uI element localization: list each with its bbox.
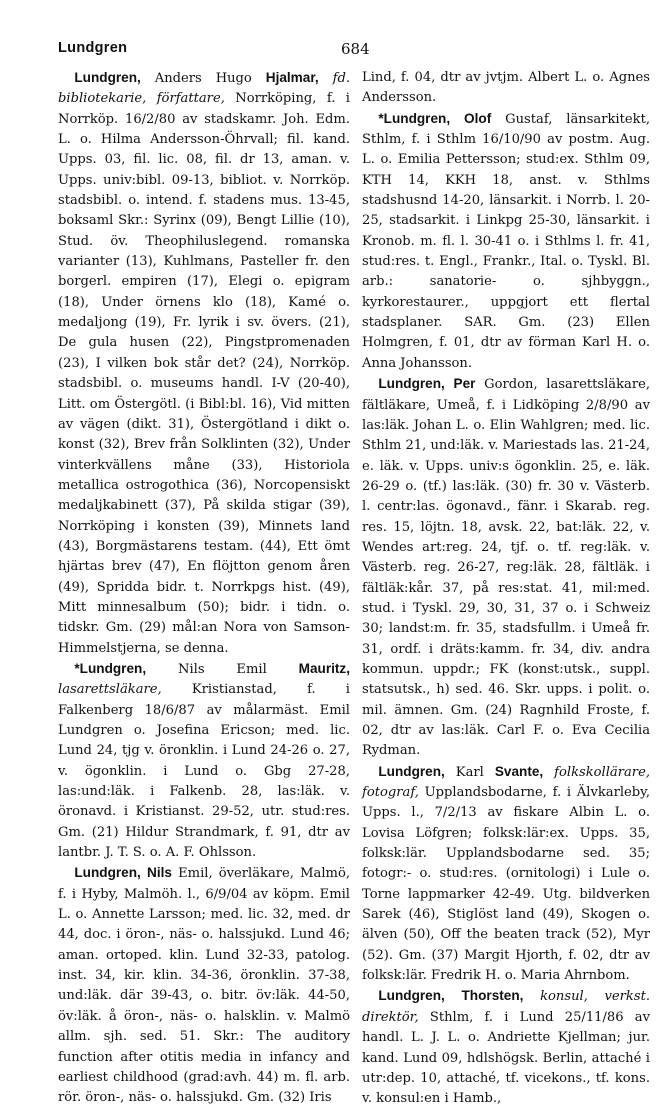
entry-forenames: [445, 377, 454, 392]
entry: [362, 986, 650, 1109]
entry: [362, 374, 650, 762]
entry-body: Gordon, lasarettsläkare, fältläkare, Umeå, f. i Lidköping 2/8/90 av las:läk. Johan L. o. Elin Wahlgren; med. lic. Sthlm 21, und:läk. v. Mariestads las. 21-24, e. läk. v. Upps. univ:s ögonklin. 25, e. läk. 26-29 o. (tf.) las:läk. (30) fr. 30 v. Västerb. l. centr:las. ögonavd., fänr. i Skarab. reg. res. 15, löjtn. 18, avsk. 22, bat:läk. 22, v. Wendes art:reg. 24, tjf. o. tf. reg:läk. v. Västerb. reg. 26-27, reg:läk. 28, fältläk. i fältläk:kår. 37, på res:stat. 41, mil:med. stud. i Tyskl. 29, 30, 31, 37 o. i Schweiz 30; landst:m. fr. 35, stadsfullm. i Umeå fr. 31, ordf. i dräts:kamm. fr. 34, div. andra kommun. uppdr.; FK (konst:utsk., suppl. statsutsk., h) sed. 46. Skr. upps. i polit. o. mil. ämnen. Gm. (24) Ragnhild Froste, f. 02, dtr av las:läk. Carl F. o. Eva Cecilia Rydman.: [362, 377, 650, 759]
entry-given-name: Olof: [464, 110, 492, 126]
entry-given-name: Per: [453, 376, 476, 392]
entry-surname: Lundgren,: [378, 376, 445, 392]
entry-forenames: Karl: [444, 764, 495, 780]
entry-body: Norrköping, f. i Norrköp. 16/2/80 av stadskamr. Joh. Edm. L. o. Hilma Andersson-Öhrvall; fil. kand. Upps. 03, fil. lic. 08, fil. dr 13, aman. v. Upps. univ:bibl. 09-13, bibliot. v. Norrköp. stadsbibl. o. intend. f. stadens mus. 13-45, boksaml Skr.: Syrinx (09), Bengt Lillie (10), Stud. öv. Theophiluslegend. romanska varianter (13), Kuhlmans, Pasteller fr. den borgerl. empiren (17), Elegi o. epigram (18), Under örnens klo (18), Kamé o. medaljong (19), Fr. lyrik i sv. övers. (21), De gula husen (22), Pingstpromenaden (23), I vilken bok står det? (24), Norrköp. stadsbibl. o. museums handl. I-V (20-40), Litt. om Östergötl. (i Bibl:bl. 16), Vid mitten av vägen (dikt. 31), Östergötland i dikt o. konst (32), Brev från Solklinten (32), Under vinterkvällens måne (33), Historiola metallica ostrogothica (36), Norcopensiskt medaljkabinett (37), På skilda stigar (39), Norrköping i konsten (39), Minnets land (43), Borgmästarens testam. (44), Ett ömt hjärtas brev (47), En flöjtton genom åren (49), Spridda bidr. t. Norrkpgs hist. (49), Mitt minnesalbum (50); bidr. i tidn. o. tidskr. Gm. (29) mål:an Nora von Samson-Himmelstjerna, se denna.: [58, 91, 350, 656]
entry-given-name: Nils: [147, 865, 172, 881]
page-number: 684: [341, 40, 370, 58]
entry-given-name: Thorsten,: [461, 988, 524, 1004]
left-column: [58, 68, 350, 1109]
running-headword: Lundgren: [58, 40, 128, 56]
entry: [58, 68, 350, 659]
entry-forenames: Anders Hugo: [140, 71, 266, 86]
entry-occupation: fd. bibliotekarie, författare,: [58, 71, 350, 107]
entry-occupation: folkskollärare, fotograf,: [362, 764, 650, 801]
entry-occupation: lasarettsläkare,: [58, 682, 162, 698]
entry: [362, 762, 650, 987]
entry-continuation: [362, 68, 650, 109]
page-header: [58, 40, 648, 62]
entry-body: Emil, överläkare, Malmö, f. i Hyby, Malmöh. l., 6/9/04 av köpm. Emil L. o. Annette Larsson; med. lic. 32, med. dr 44, doc. i öron-, näs- o. halssjukd. Lund 46; aman. ortoped. klin. Lund 32-33, patolog. inst. 34, kir. klin. 34-36, öronklin. 37-38, und:läk. där 39-43, o. bitr. öv:läk. 44-50, öv:läk. å öron-, näs- o. halsklin. v. Malmö allm. sjh. sed. 51. Skr.: The auditory function after otitis media in infancy and earliest childhood (grad:avh. 44) m. fl. arb. rör. öron-, näs- o. halssjukd. Gm. (32) Iris: [58, 866, 350, 1106]
right-column: [362, 68, 650, 1110]
entry-surname: Lundgren,: [74, 865, 141, 881]
entry-body: Lind, f. 04, dtr av jvtjm. Albert L. o. Agnes Andersson.: [362, 70, 650, 106]
entry: [58, 863, 350, 1108]
entry-surname: Lundgren,: [378, 763, 445, 779]
entry-forenames: Nils Emil: [146, 661, 299, 677]
entry-given-name: Mauritz,: [298, 660, 350, 676]
entry-surname: *Lundgren,: [378, 110, 451, 126]
entry-forenames: [445, 989, 462, 1004]
entry-body: Kristianstad, f. i Falkenberg 18/6/87 av målarmäst. Emil Lundgren o. Josefina Ericson; med. lic. Lund 24, tjg v. öronklin. i Lund 24-26 o. 27, v. ögonklin. i Lund o. Gbg 27-28, las:und:läk. i Falkenb. 28, las:läk. v. öronavd. i Kristianst. 29-52, utr. stud:res. Gm. (21) Hildur Strandmark, f. 91, dtr av lantbr. J. T. S. o. A. F. Ohlsson.: [58, 682, 350, 861]
entry-surname: *Lundgren,: [74, 660, 147, 676]
entry-occupation: konsul, verkst. direktör,: [362, 989, 651, 1025]
entry-surname: Lundgren,: [378, 988, 445, 1004]
entry-body: Upplandsbodarne, f. i Älvkarleby, Upps. l., 7/2/13 av fiskare Albin L. o. Lovisa Löfgren; folksk:lär:ex. Upps. 35, folksk:lär. Upplandsbodarne sed. 35; fotogr:- o. stud:res. (ornitologi) i Lule o. Torne lappmarker 42-49. Utg. bildverken Sarek (46), Stiglöst land (49), Skogen o. älven (50), Off the beaten track (52), Myr (52). Gm. (37) Margit Hjorth, f. 02, dtr av folksk:lär. Fredrik H. o. Maria Ahrnbom.: [362, 785, 650, 984]
entry-forenames: [450, 112, 464, 127]
entry: [362, 109, 650, 374]
entry: [58, 659, 350, 863]
entry-body: Sthlm, f. i Lund 25/11/86 av handl. L. J. L. o. Andriette Kjellman; jur. kand. Lund 09, hdlshögsk. Berlin, attaché i utr:dep. 10, attaché, tf. vicekons., tf. kons. v. konsul:en i Hamb.,: [362, 1009, 650, 1107]
entry-surname: Lundgren,: [74, 70, 141, 85]
entry-given-name: Hjalmar,: [265, 70, 319, 85]
entry-body: Gustaf, länsarkitekt, Sthlm, f. i Sthlm 16/10/90 av postm. Aug. L. o. Emilia Pettersson; stud:ex. Sthlm 09, KTH 14, KKH 18, anst. v. Sthlms stadshusnd 14-20, länsarkit. i Norrb. l. 20-25, stadsarkit. i Linkpg 25-30, länsarkit. i Kronob. m. fl. l. 30-41 o. i Sthlms l. fr. 41, stud:res. t. Engl., Frankr., Ital. o. Tyskl. Bl. arb.: sanatorie- o. sjhbyggn., kyrkorestaurer., uppgjort ett flertal stadsplaner. SAR. Gm. (23) Ellen Holmgren, f. 01, dtr av förman Karl H. o. Anna Johansson.: [362, 111, 650, 371]
entry-given-name: Svante,: [494, 763, 544, 779]
